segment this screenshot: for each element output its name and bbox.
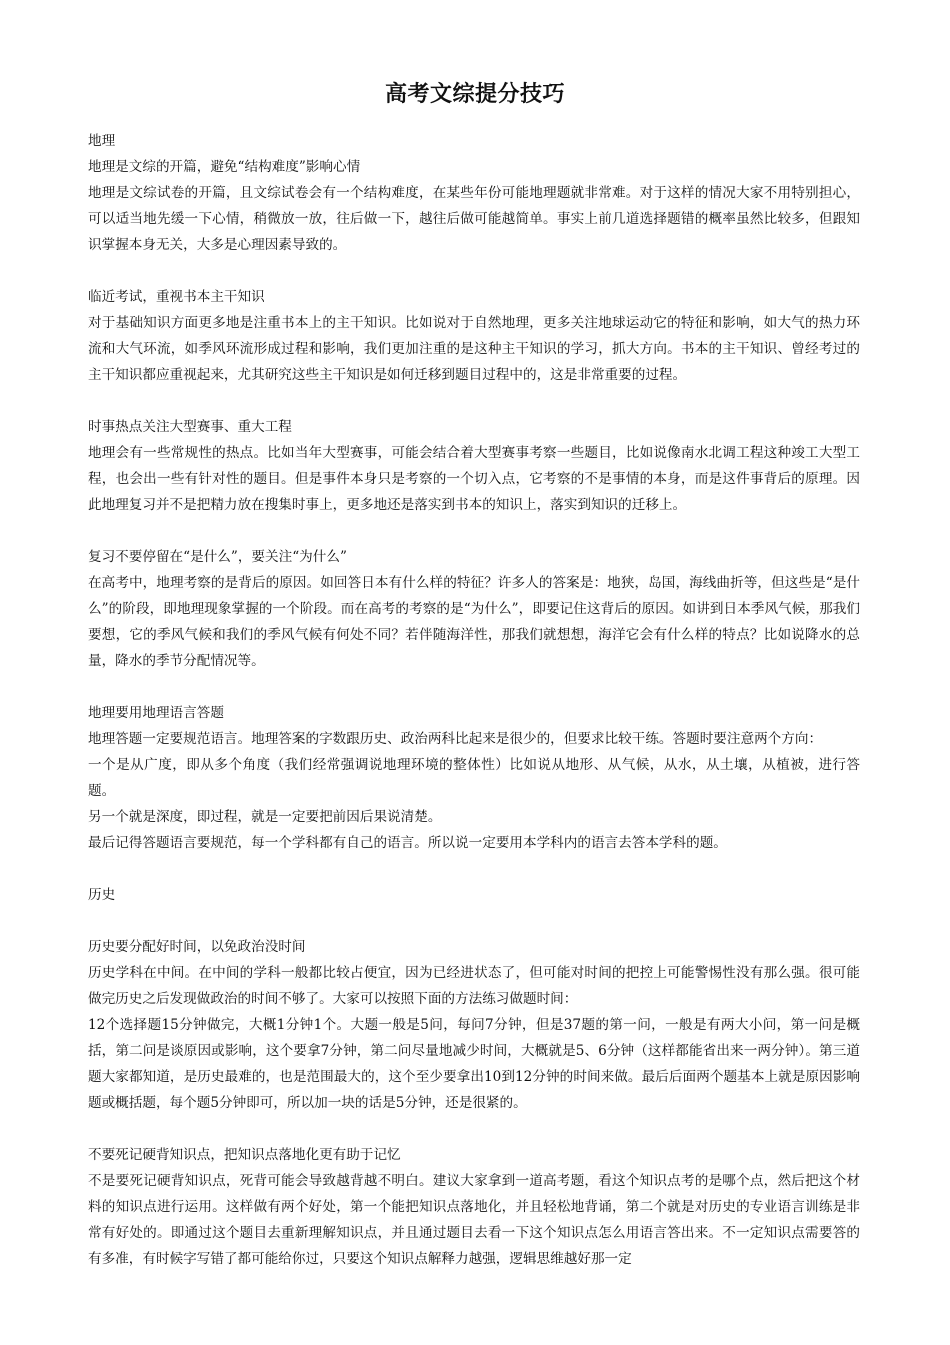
paragraph: 不是要死记硬背知识点，死背可能会导致越背越不明白。建议大家拿到一道高考题，看这个知识点考的是哪个点，然后把这个材料的知识点进行运用。这样做有两个好处，第一个能把知识点落地化，并且轻松地背诵，第二个就是对历史的专业语言训练是非常有好处的。即通过这个题目去重新理解知识点，并且通过题目去看一下这个知识点怎么用语言答出来。不一定知识点需要答的有多准，有时候字写错了都可能给你过，只要这个知识点解释力越强，逻辑思维越好那一定 (88, 1173, 860, 1267)
subheading: 不要死记硬背知识点，把知识点落地化更有助于记忆 (88, 1147, 401, 1163)
document-title: 高考文综提分技巧 (384, 82, 565, 107)
subheading: 复习不要停留在“是什么”，要关注“为什么” (88, 549, 347, 565)
blank-line (88, 1116, 860, 1142)
subheading: 临近考试，重视书本主干知识 (88, 289, 265, 305)
blank-line (88, 258, 860, 284)
blank-line (88, 856, 860, 882)
blank-line (88, 518, 860, 544)
subheading: 历史要分配好时间，以免政治没时间 (88, 939, 306, 955)
paragraph: 在高考中，地理考察的是背后的原因。如回答日本有什么样的特征？许多人的答案是：地狭，岛国，海线曲折等，但这些是“是什么”的阶段，即地理现象掌握的一个阶段。而在高考的考察的是“为什么”，即要记住这背后的原因。如讲到日本季风气候，那我们要想，它的季风气候和我们的季风气候有何处不同？若伴随海洋性，那我们就想想，海洋它会有什么样的特点？比如说降水的总量，降水的季节分配情况等。 (88, 575, 860, 669)
paragraph: 历史学科在中间。在中间的学科一般都比较占便宜，因为已经进状态了，但可能对时间的把控上可能警惕性没有那么强。很可能做完历史之后发现做政治的时间不够了。大家可以按照下面的方法练习做题时间： (88, 965, 860, 1007)
subheading: 地理是文综的开篇，避免“结构难度”影响心情 (88, 159, 361, 175)
blank-line (88, 388, 860, 414)
paragraph: 地理答题一定要规范语言。地理答案的字数跟历史、政治两科比起来是很少的，但要求比较干练。答题时要注意两个方向： (88, 731, 823, 747)
blank-line (88, 674, 860, 700)
paragraph: 最后记得答题语言要规范，每一个学科都有自己的语言。所以说一定要用本学科内的语言去答本学科的题。 (88, 835, 727, 851)
paragraph: 地理是文综试卷的开篇，且文综试卷会有一个结构难度，在某些年份可能地理题就非常难。对于这样的情况大家不用特别担心，可以适当地先缓一下心情，稍微放一放，往后做一下，越往后做可能越简单。事实上前几道选择题错的概率虽然比较多，但跟知识掌握本身无关，大多是心理因素导致的。 (88, 185, 860, 253)
subheading: 地理要用地理语言答题 (88, 705, 224, 721)
section-heading-geography: 地理 (88, 133, 116, 149)
paragraph: 一个是从广度，即从多个角度（我们经常强调说地理环境的整体性）比如说从地形、从气候，从水，从土壤，从植被，进行答题。 (88, 757, 860, 799)
document-body (88, 128, 860, 1272)
paragraph: 另一个就是深度，即过程，就是一定要把前因后果说清楚。 (88, 809, 442, 825)
paragraph: 12个选择题15分钟做完，大概1分钟1个。大题一般是5问，每问7分钟，但是37题的第一问，一般是有两大小问，第一问是概括，第二问是谈原因或影响，这个要拿7分钟，第二问尽量地减少时间，大概就是5、6分钟（这样都能省出来一两分钟）。第三道题大家都知道，是历史最难的，也是范围最大的，这个至少要拿出10到12分钟的时间来做。最后后面两个题基本上就是原因影响题或概括题，每个题5分钟即可，所以加一块的话是5分钟，还是很紧的。 (88, 1017, 860, 1111)
section-heading-history: 历史 (88, 887, 116, 903)
blank-line (88, 908, 860, 934)
paragraph: 对于基础知识方面更多地是注重书本上的主干知识。比如说对于自然地理，更多关注地球运动它的特征和影响，如大气的热力环流和大气环流，如季风环流形成过程和影响，我们更加注重的是这种主干知识的学习，抓大方向。书本的主干知识、曾经考过的主干知识都应重视起来，尤其研究这些主干知识是如何迁移到题目过程中的，这是非常重要的过程。 (88, 315, 860, 383)
subheading: 时事热点关注大型赛事、重大工程 (88, 419, 292, 435)
paragraph: 地理会有一些常规性的热点。比如当年大型赛事，可能会结合着大型赛事考察一些题目，比如说像南水北调工程这种竣工大型工程，也会出一些有针对性的题目。但是事件本身只是考察的一个切入点，它考察的不是事情的本身，而是这件事背后的原理。因此地理复习并不是把精力放在搜集时事上，更多地还是落实到书本的知识上，落实到知识的迁移上。 (88, 445, 860, 513)
